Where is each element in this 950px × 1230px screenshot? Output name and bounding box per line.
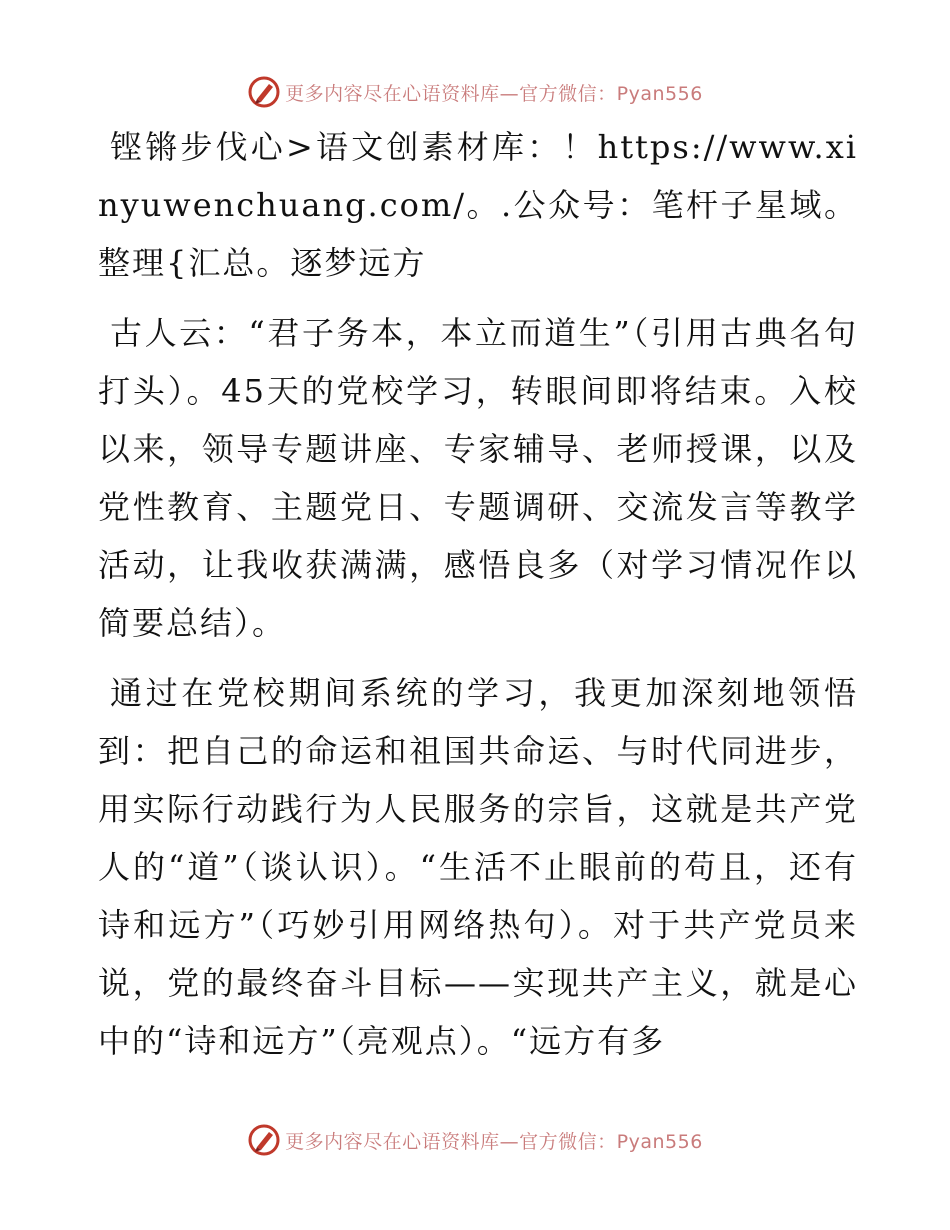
header-banner bbox=[0, 72, 950, 112]
paragraph-opening: 古人云：“君子务本，本立而道生”（引用古典名句打头）。45天的党校学习，转眼间即将结束。入校以来，领导专题讲座、专家辅导、老师授课，以及党性教育、主题党日、专题调研、交流发言等教学活动，让我收获满满，感悟良多（对学习情况作以简要总结）。 bbox=[98, 314, 858, 642]
document-body bbox=[98, 118, 858, 1082]
footer-banner-text: 更多内容尽在心语资料库—官方微信：Pyan556 bbox=[285, 1130, 703, 1153]
pen-logo-icon bbox=[247, 1123, 281, 1157]
footer-banner bbox=[0, 1120, 950, 1160]
paragraph-reflection: 通过在党校期间系统的学习，我更加深刻地领悟到：把自己的命运和祖国共命运、与时代同进步，用实际行动践行为人民服务的宗旨，这就是共产党人的“道”（谈认识）。“生活不止眼前的苟且，还有诗和远方”（巧妙引用网络热句）。对于共产党员来说，党的最终奋斗目标——实现共产主义，就是心中的“诗和远方”（亮观点）。“远方有多 bbox=[98, 674, 858, 1060]
header-banner-text: 更多内容尽在心语资料库—官方微信：Pyan556 bbox=[285, 82, 703, 105]
pen-logo-icon bbox=[247, 75, 281, 109]
paragraph-intro: 铿锵步伐心>语文创素材库：！https://www.xinyuwenchuang.com/。.公众号：笔杆子星域。整理{汇总。逐梦远方 bbox=[98, 128, 858, 282]
